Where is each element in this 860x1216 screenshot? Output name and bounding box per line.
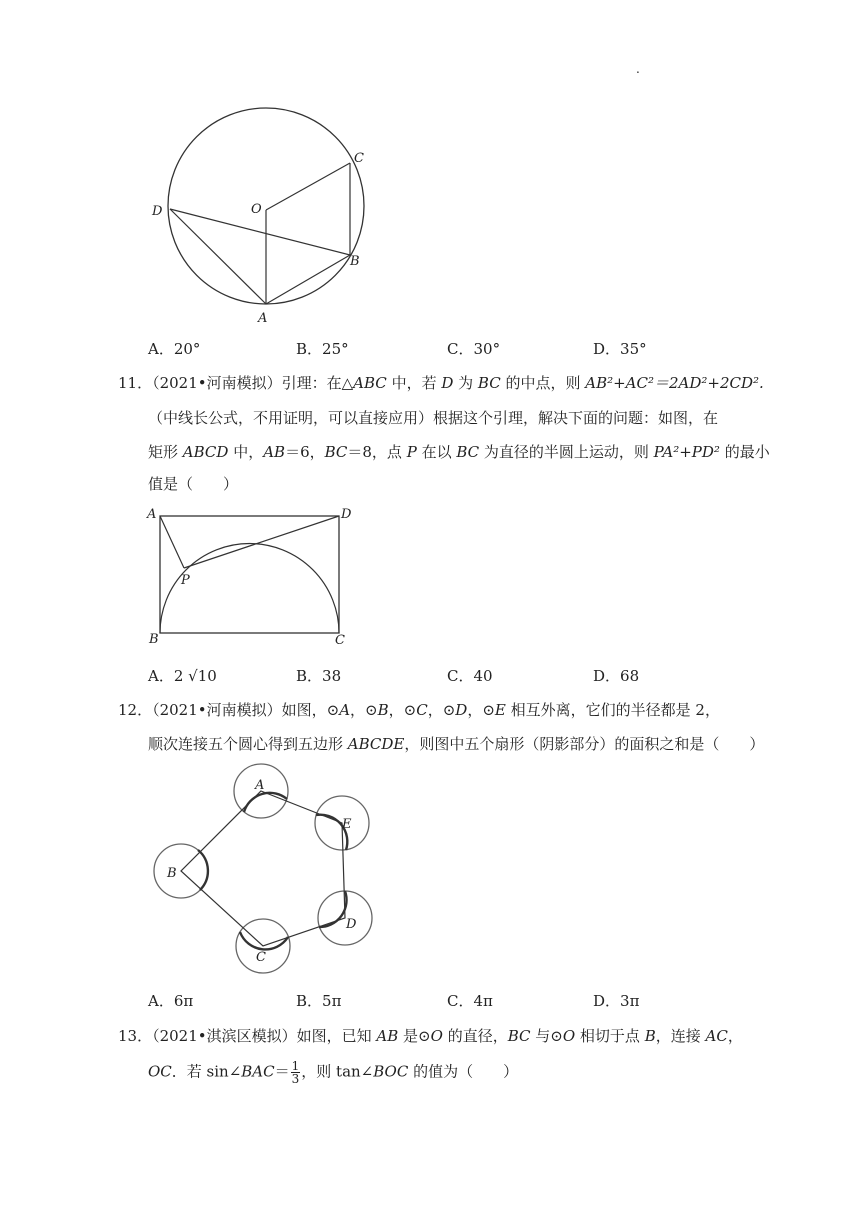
- q10-figure: [140, 60, 400, 330]
- q10-label-o: O: [251, 202, 262, 217]
- q11-formula: AB²+AC²＝2AD²+2CD².: [585, 374, 764, 392]
- q11-figure: [140, 500, 370, 655]
- q12-line-1: 12．（2021•河南模拟）如图，⊙A，⊙B，⊙C，⊙D，⊙E 相互外离，它们的半径都是 2，: [118, 701, 720, 719]
- q11-option-c[interactable]: C．40: [447, 667, 493, 685]
- q10-label-c: C: [354, 151, 364, 166]
- q12-label-e: E: [342, 817, 352, 832]
- q11-source: （2021•河南模拟）: [152, 374, 282, 392]
- q10-option-b[interactable]: B．25°: [296, 340, 349, 358]
- q10-line-da: [170, 209, 266, 304]
- q10-line-ab: [266, 255, 350, 304]
- q10-label-a: A: [258, 311, 268, 326]
- q11-line-3: 矩形 ABCD 中，AB＝6，BC＝8，点 P 在以 BC 为直径的半圆上运动，则 PA²+PD² 的最小: [148, 443, 770, 461]
- q11-line-2: （中线长公式，不用证明，可以直接应用）根据这个引理，解决下面的问题：如图，在: [148, 409, 719, 427]
- q10-option-a[interactable]: A．20°: [148, 340, 201, 358]
- q12-option-a[interactable]: A．6π: [148, 992, 194, 1010]
- q12-label-c: C: [256, 950, 266, 965]
- q12-number: 12．: [118, 701, 153, 719]
- q10-line-oc: [266, 163, 350, 210]
- q10-label-b: B: [350, 254, 360, 269]
- q11-label-c: C: [335, 633, 345, 648]
- q12-option-b[interactable]: B．5π: [296, 992, 342, 1010]
- q10-label-d: D: [152, 204, 163, 219]
- q12-option-c[interactable]: C．4π: [447, 992, 493, 1010]
- q13-line-2: OC．若 sin∠BAC＝ $\frac{1}{3}$ ，则 tan∠BOC 的值为（ ）: [148, 1059, 519, 1086]
- q12-label-d: D: [346, 917, 357, 932]
- q12-sector-arc-c: [240, 932, 288, 949]
- q13-source: （2021•淇滨区模拟）: [152, 1027, 297, 1045]
- q11-label-p: P: [181, 573, 190, 588]
- q11-line-ap: [160, 516, 184, 568]
- q11-option-a[interactable]: A．2 √10: [148, 667, 217, 685]
- q12-figure: [140, 760, 390, 985]
- q11-label-a: A: [147, 507, 157, 522]
- q11-line-4: 值是（ ）: [148, 475, 239, 493]
- q12-label-a: A: [255, 778, 265, 793]
- q11-line-1: 11．（2021•河南模拟）引理：在△ABC 中，若 D 为 BC 的中点，则 AB²+AC²＝2AD²+2CD².: [118, 374, 764, 392]
- q12-option-d[interactable]: D．3π: [593, 992, 640, 1010]
- q10-option-d[interactable]: D．35°: [593, 340, 647, 358]
- q13-number: 13．: [118, 1027, 153, 1045]
- q11-line-pd: [184, 516, 339, 568]
- q11-semicircle: [160, 544, 339, 634]
- q12-source: （2021•河南模拟）: [152, 701, 282, 719]
- q11-number: 11．: [118, 374, 153, 392]
- q12-pentagon: [181, 791, 345, 946]
- q13-line-1: 13．（2021•淇滨区模拟）如图，已知 AB 是⊙O 的直径，BC 与⊙O 相切于点 B，连接 AC，: [118, 1027, 743, 1045]
- q10-option-c[interactable]: C．30°: [447, 340, 501, 358]
- q12-label-b: B: [167, 866, 177, 881]
- q11-option-b[interactable]: B．38: [296, 667, 342, 685]
- corner-mark: .: [636, 62, 640, 76]
- q11-label-b: B: [149, 632, 159, 647]
- q12-sector-arc-b: [198, 850, 208, 890]
- q11-option-d[interactable]: D．68: [593, 667, 640, 685]
- q13-fraction: $\frac{1}{3}$: [291, 1059, 300, 1086]
- q12-line-2: 顺次连接五个圆心得到五边形 ABCDE，则图中五个扇形（阴影部分）的面积之和是（ ）: [148, 735, 765, 753]
- q11-label-d: D: [341, 507, 352, 522]
